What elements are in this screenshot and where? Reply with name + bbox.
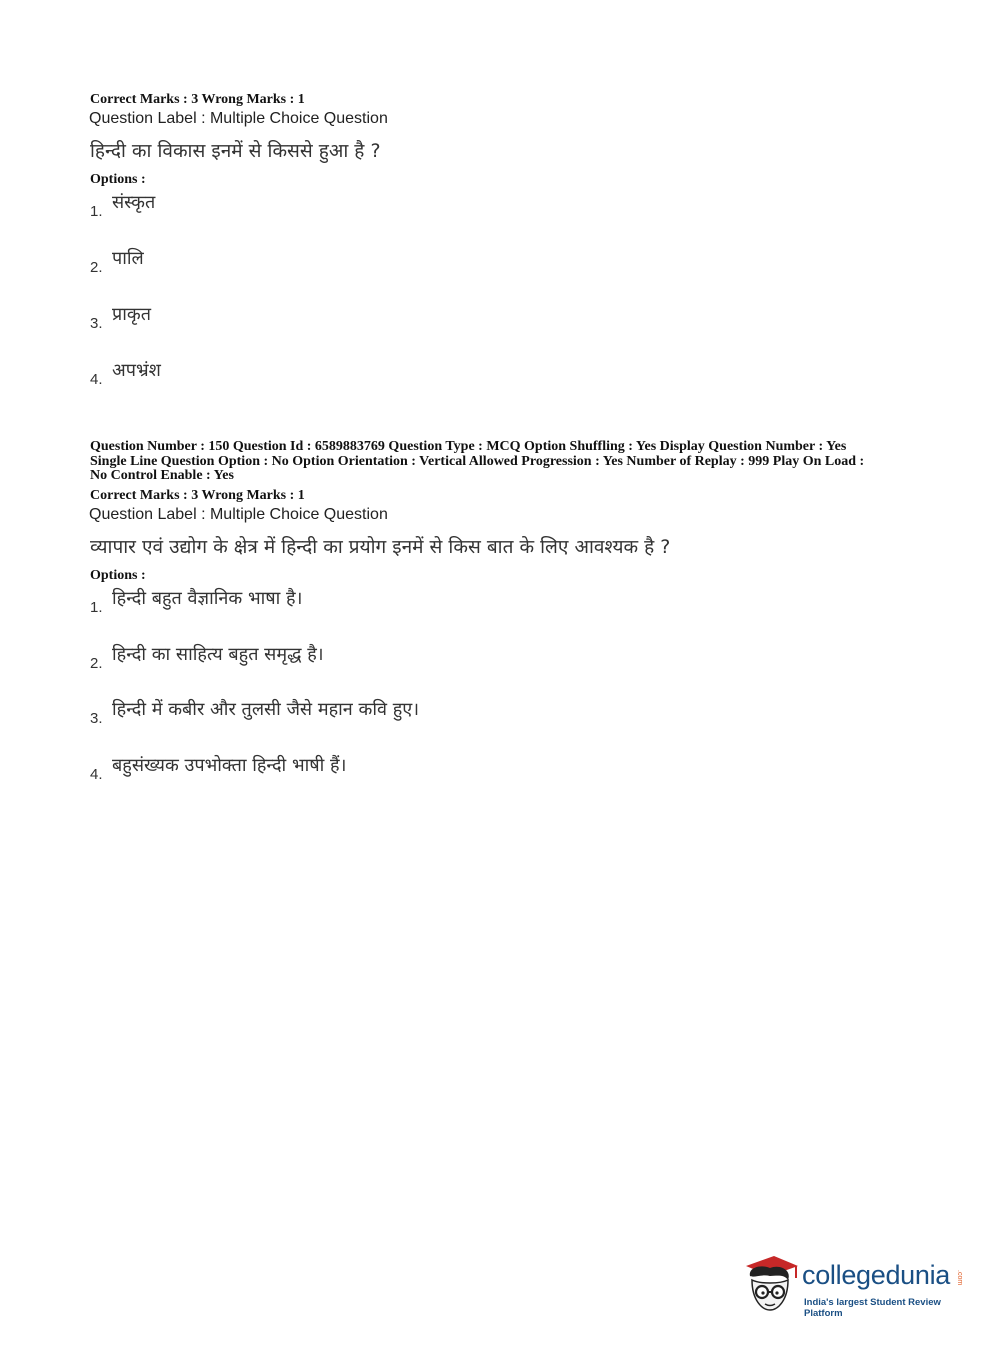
option-number: 2.	[90, 655, 103, 672]
q2-meta-line-1: Question Number : 150 Question Id : 6589883769 Question Type : MCQ Option Shuffling : Yes Display Question Number : Yes	[90, 439, 847, 454]
q1-label: Question Label : Multiple Choice Question	[89, 110, 388, 127]
option-text: हिन्दी बहुत वैज्ञानिक भाषा है।	[112, 588, 303, 609]
option-text: हिन्दी का साहित्य बहुत समृद्ध है।	[112, 644, 324, 665]
logo-tagline: India's largest Student Review Platform	[804, 1297, 941, 1319]
option-text: पालि	[112, 248, 144, 269]
q2-meta-line-3: No Control Enable : Yes	[90, 468, 234, 483]
logo-dotcom: .com	[956, 1270, 963, 1286]
q2-options-heading: Options :	[90, 568, 146, 583]
option-number: 3.	[90, 315, 103, 332]
q1-marks: Correct Marks : 3 Wrong Marks : 1	[90, 92, 305, 107]
q2-question: व्यापार एवं उद्योग के क्षेत्र में हिन्दी का प्रयोग इनमें से किस बात के लिए आवश्यक है ?	[90, 536, 671, 558]
option-text: प्राकृत	[112, 304, 151, 325]
q2-meta-line-2: Single Line Question Option : No Option Orientation : Vertical Allowed Progression : Yes Number of Replay : 999 Play On Load :	[90, 454, 865, 469]
option-number: 3.	[90, 710, 103, 727]
option-number: 4.	[90, 766, 103, 783]
q1-question: हिन्दी का विकास इनमें से किससे हुआ है ?	[90, 140, 381, 162]
q1-options-heading: Options :	[90, 172, 146, 187]
logo-wordmark: collegedunia	[802, 1260, 951, 1290]
option-text: बहुसंख्यक उपभोक्ता हिन्दी भाषी हैं।	[112, 755, 347, 776]
collegedunia-logo[interactable]	[740, 1250, 970, 1320]
option-number: 1.	[90, 203, 103, 220]
option-number: 1.	[90, 599, 103, 616]
option-text: हिन्दी में कबीर और तुलसी जैसे महान कवि हुए।	[112, 699, 420, 720]
option-number: 2.	[90, 259, 103, 276]
option-text: संस्कृत	[112, 192, 156, 213]
q2-label: Question Label : Multiple Choice Question	[89, 506, 388, 523]
mascot-icon	[740, 1250, 800, 1316]
q2-marks: Correct Marks : 3 Wrong Marks : 1	[90, 488, 305, 503]
option-text: अपभ्रंश	[112, 360, 161, 381]
option-number: 4.	[90, 371, 103, 388]
